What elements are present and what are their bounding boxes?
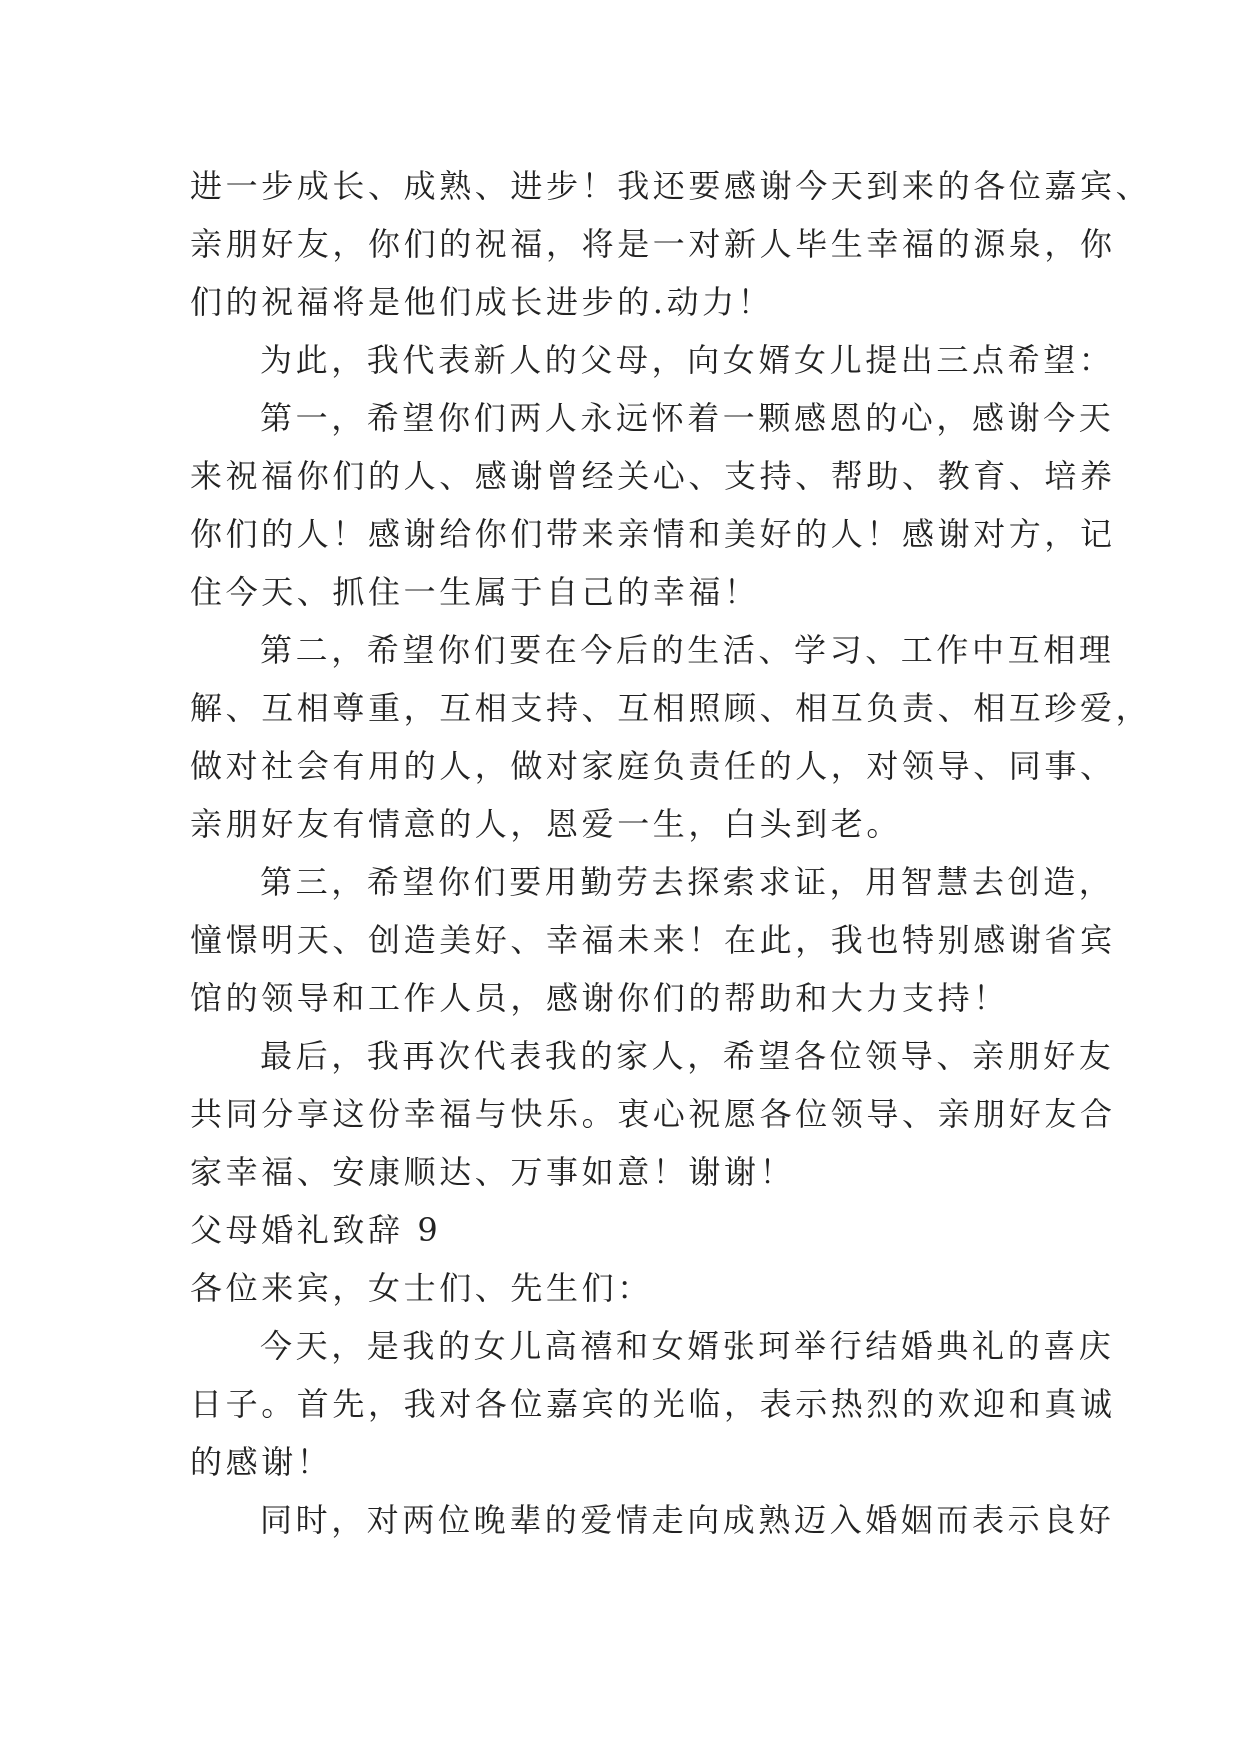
text-line: 第二，希望你们要在今后的生活、学习、工作中互相理: [260, 631, 1115, 669]
text-line: 为此，我代表新人的父母，向女婿女儿提出三点希望：: [260, 341, 1115, 379]
text-line: 你们的人！感谢给你们带来亲情和美好的人！感谢对方，记: [190, 515, 1116, 553]
text-line: 同时，对两位晚辈的爱情走向成熟迈入婚姻而表示良好: [260, 1501, 1115, 1539]
text-line: 憧憬明天、创造美好、幸福未来！在此，我也特别感谢省宾: [190, 921, 1116, 959]
text-line: 亲朋好友，你们的祝福，将是一对新人毕生幸福的源泉，你: [190, 225, 1116, 263]
document-body: [190, 157, 1152, 1549]
text-line: 的感谢！: [190, 1443, 333, 1481]
text-line: 第三，希望你们要用勤劳去探索求证，用智慧去创造，: [260, 863, 1115, 901]
text-line: 最后，我再次代表我的家人，希望各位领导、亲朋好友: [260, 1037, 1115, 1075]
text-line: 亲朋好友有情意的人，恩爱一生，白头到老。: [190, 805, 903, 843]
text-line: 进一步成长、成熟、进步！我还要感谢今天到来的各位嘉宾、: [190, 167, 1152, 205]
text-line: 解、互相尊重，互相支持、互相照顾、相互负责、相互珍爱，: [190, 689, 1152, 727]
text-line: 来祝福你们的人、感谢曾经关心、支持、帮助、教育、培养: [190, 457, 1116, 495]
text-line: 第一，希望你们两人永远怀着一颗感恩的心，感谢今天: [260, 399, 1115, 437]
salutation: 各位来宾，女士们、先生们：: [190, 1269, 653, 1307]
text-line: 馆的领导和工作人员，感谢你们的帮助和大力支持！: [190, 979, 1009, 1017]
text-line: 今天，是我的女儿高禧和女婿张珂举行结婚典礼的喜庆: [260, 1327, 1115, 1365]
text-line: 共同分享这份幸福与快乐。衷心祝愿各位领导、亲朋好友合: [190, 1095, 1116, 1133]
text-line: 做对社会有用的人，做对家庭负责任的人，对领导、同事、: [190, 747, 1116, 785]
text-line: 日子。首先，我对各位嘉宾的光临，表示热烈的欢迎和真诚: [190, 1385, 1116, 1423]
text-line: 家幸福、安康顺达、万事如意！谢谢！: [190, 1153, 796, 1191]
text-line: 们的祝福将是他们成长进步的.动力！: [190, 283, 774, 321]
section-heading: 父母婚礼致辞 9: [190, 1211, 442, 1249]
text-line: 住今天、抓住一生属于自己的幸福！: [190, 573, 760, 611]
